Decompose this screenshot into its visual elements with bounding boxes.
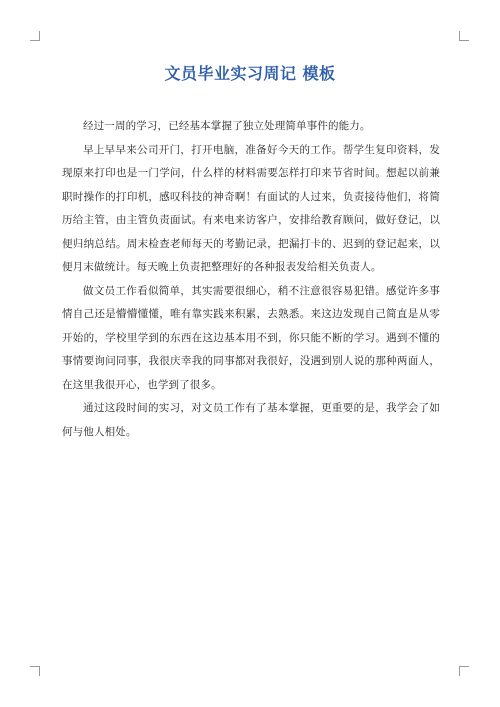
- paragraph: 做文员工作看似简单，其实需要很细心，稍不注意很容易犯错。感觉许多事情自己还是懵懵懂懂，唯有靠实践来积累，去熟悉。来这边发现自己简直是从零开始的，学校里学到的东西在这边基本用不到，你只能不断的学习。遇到不懂的事情要询问同事，我很庆幸我的同事都对我很好，没遇到别人说的那种两面人，在这里我很开心，也学到了很多。: [62, 284, 440, 391]
- crop-mark-top-left: [30, 31, 40, 41]
- document-body: [62, 115, 440, 444]
- paragraph: 经过一周的学习，已经基本掌握了独立处理简单事件的能力。: [83, 120, 371, 132]
- crop-mark-bottom-right: [459, 666, 469, 676]
- crop-mark-top-right: [459, 31, 469, 41]
- page-title: 文员毕业实习周记 模板: [164, 64, 336, 83]
- paragraph: 早上早早来公司开门，打开电脑，准备好今天的工作。帮学生复印资料，发现原来打印也是一门学问，什么样的材料需要怎样打印来节省时间。想起以前兼 职时操作的打印机，感叹科技的神奇啊！有面试的人过来，负责接待他们，将简历给主管，由主管负责面试。有来电来访客户，安排给教育顾问，做好登记，以便归纳总结。周末检查老师每天的考勤记录，把漏打卡的、迟到的登记起来，以便月末做统计。每天晚上负责把整理好的各种报表发给相关负责人。: [62, 143, 440, 273]
- crop-mark-bottom-left: [30, 666, 40, 676]
- paragraph: 通过这段时间的实习，对文员工作有了基本掌握，更重要的是，我学会了如何与他人相处。: [62, 402, 440, 438]
